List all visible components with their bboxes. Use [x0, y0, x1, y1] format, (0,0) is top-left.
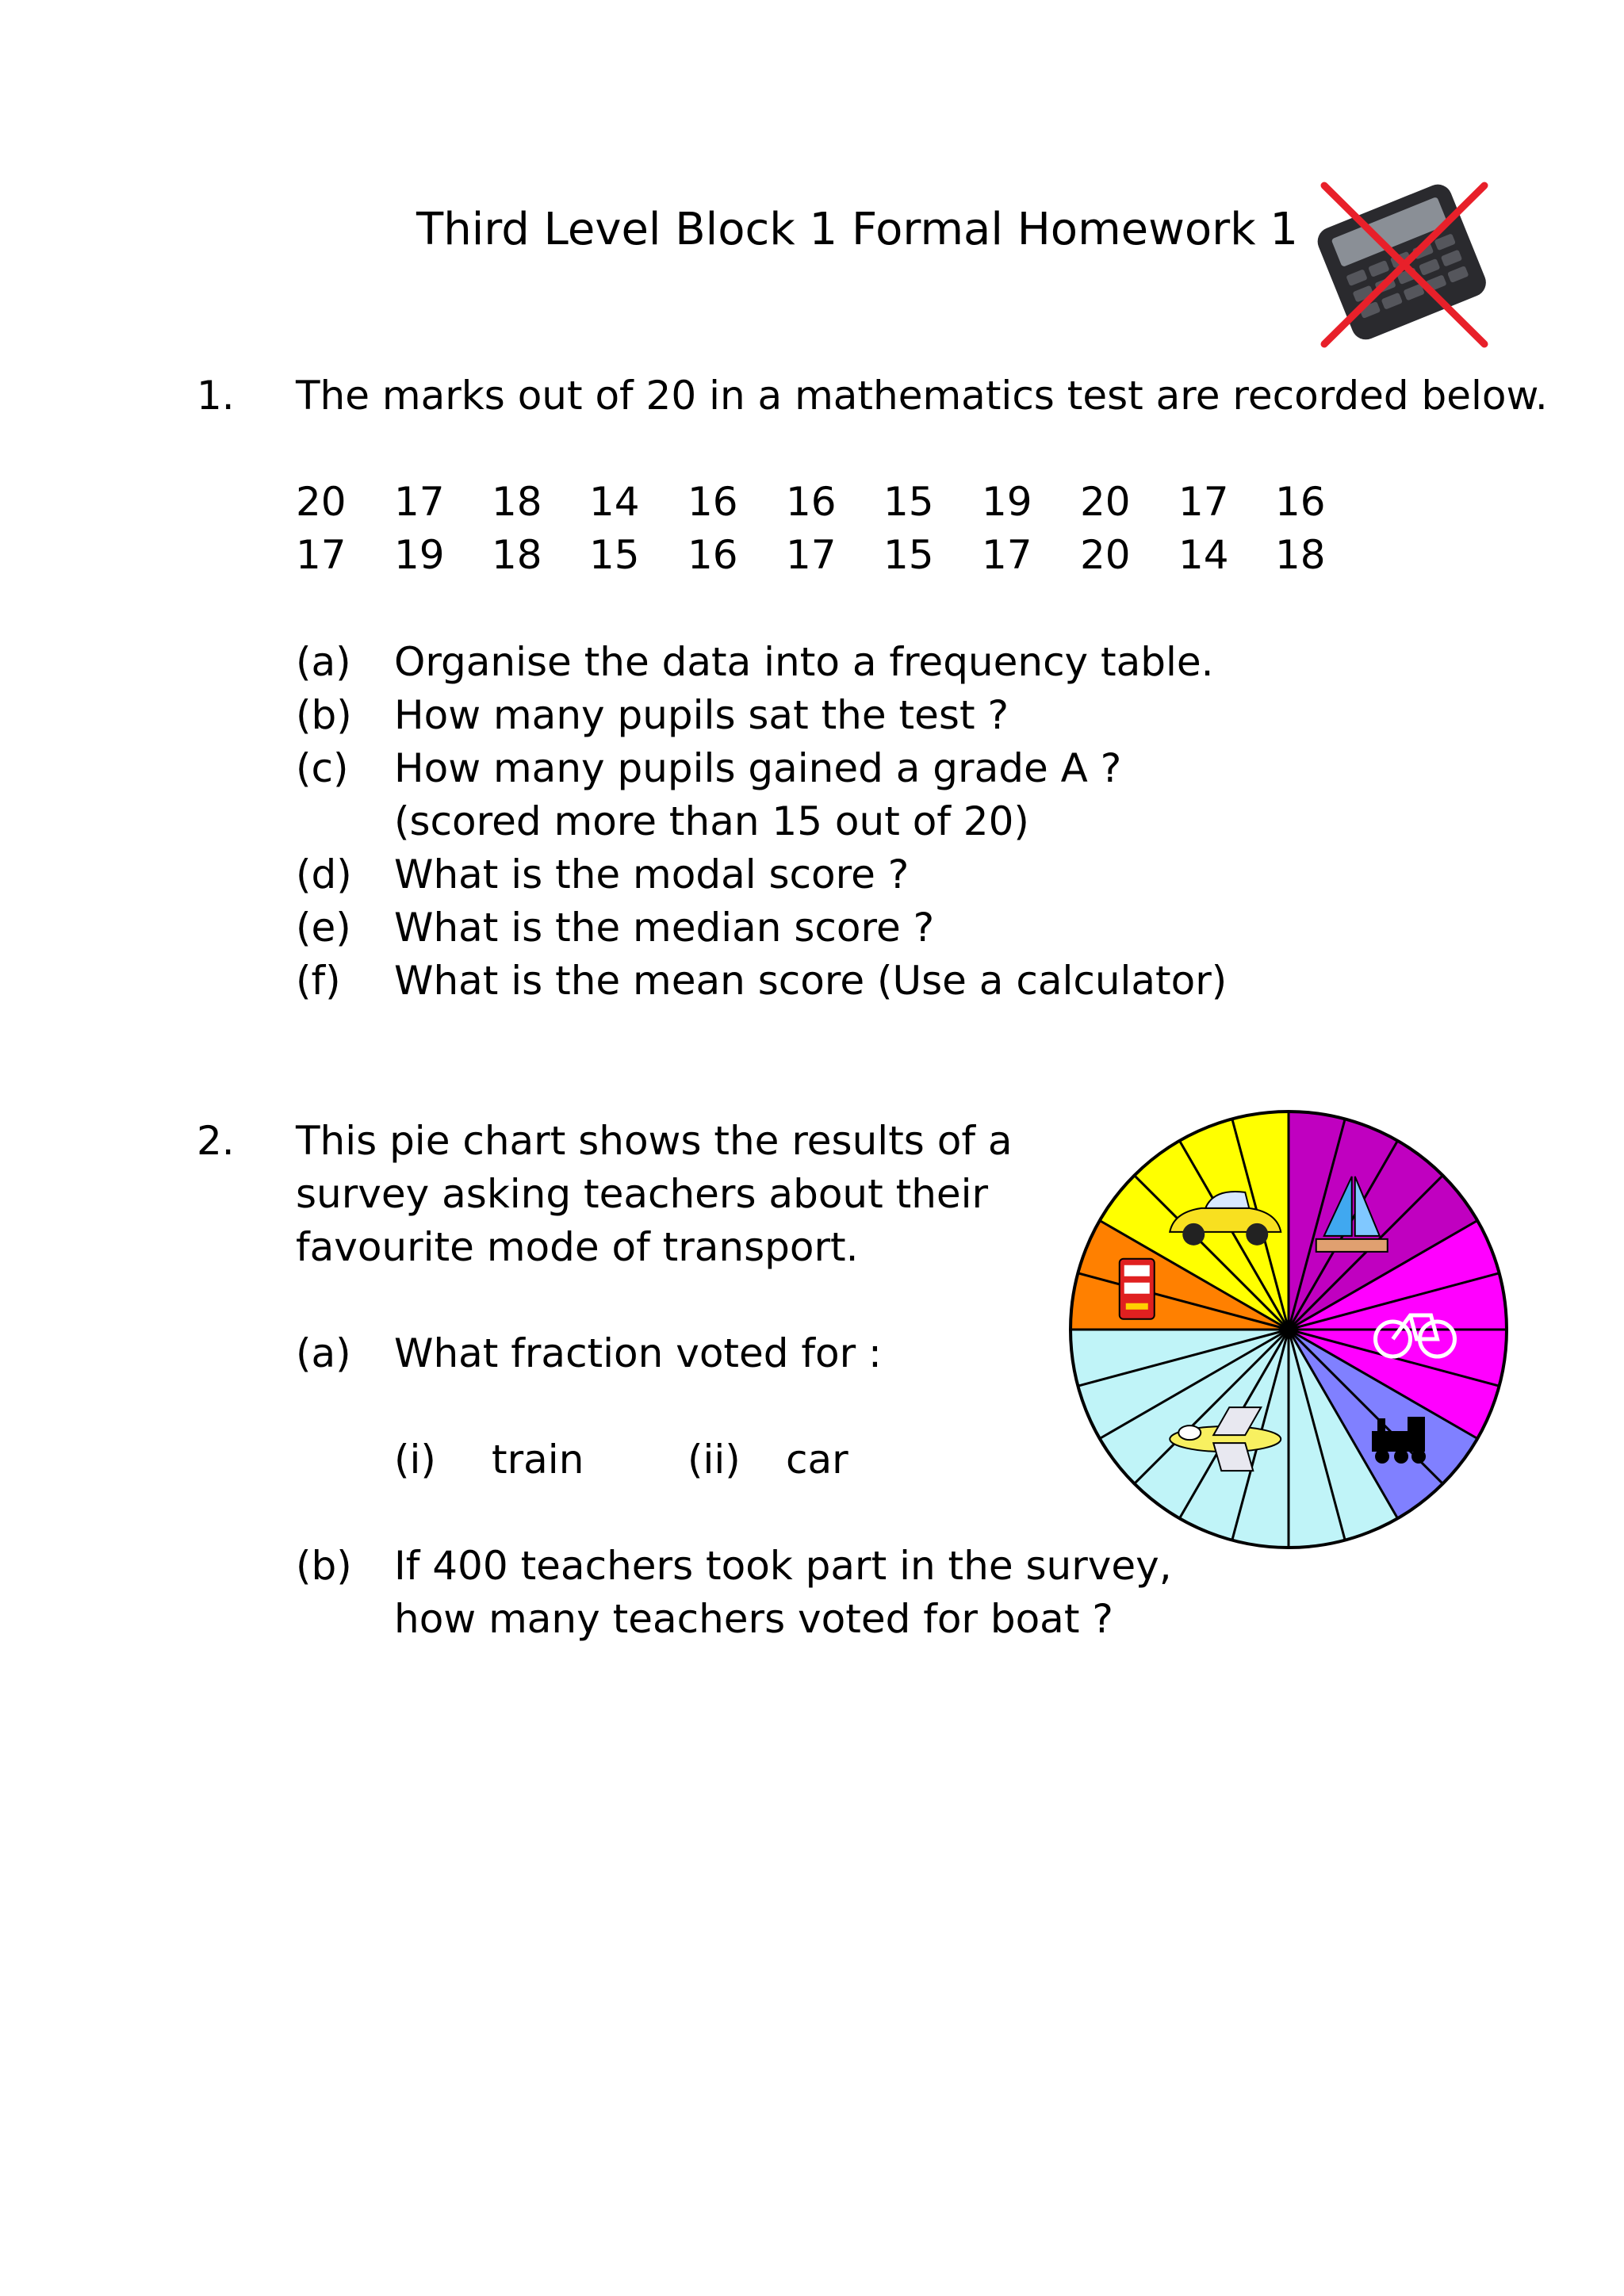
q1-data-value: 17	[982, 532, 1032, 578]
q2-part-b-line: how many teachers voted for boat ?	[394, 1596, 1113, 1642]
q1-data-value: 20	[1080, 479, 1131, 525]
q1-data-value: 14	[589, 479, 640, 525]
q1-data-value: 17	[394, 479, 445, 525]
q2-part-b-line: If 400 teachers took part in the survey,	[394, 1543, 1172, 1589]
q1-part-e-label: (e)	[296, 905, 351, 951]
q1-data-value: 16	[688, 532, 738, 578]
q1-data-value: 17	[296, 532, 347, 578]
q1-data-value: 16	[786, 479, 837, 525]
q2-intro-line: survey asking teachers about their	[296, 1171, 989, 1217]
q1-data-value: 15	[883, 479, 934, 525]
transport-pie-chart	[1063, 1104, 1515, 1556]
q1-number: 1.	[197, 373, 235, 419]
q2-sub-ii-text: car	[786, 1437, 848, 1483]
q2-number: 2.	[197, 1118, 235, 1164]
q1-part-c-label: (c)	[296, 745, 349, 791]
q1-part-d-text: What is the modal score ?	[394, 851, 910, 897]
q1-part-b-text: How many pupils sat the test ?	[394, 692, 1009, 738]
q2-part-a-text: What fraction voted for :	[394, 1330, 882, 1376]
q1-part-f-label: (f)	[296, 958, 341, 1004]
q2-sub-i-text: train	[492, 1437, 584, 1483]
q1-data-value: 15	[883, 532, 934, 578]
q1-part-c-text: How many pupils gained a grade A ?	[394, 745, 1122, 791]
q1-data-value: 17	[1178, 479, 1229, 525]
q1-data-value: 18	[1275, 532, 1326, 578]
q2-part-b-label: (b)	[296, 1543, 352, 1589]
q1-part-a-text: Organise the data into a frequency table.	[394, 639, 1214, 685]
q1-data-value: 19	[394, 532, 445, 578]
q2-sub-i-label: (i)	[394, 1437, 436, 1483]
bus-icon	[1120, 1259, 1155, 1319]
q2-sub-ii-label: (ii)	[688, 1437, 741, 1483]
q1-data-value: 17	[786, 532, 837, 578]
q1-part-d-label: (d)	[296, 851, 352, 897]
q1-data-value: 20	[296, 479, 347, 525]
q1-part-b-label: (b)	[296, 692, 352, 738]
calculator-crossed-out-icon	[1300, 176, 1499, 358]
q1-data-value: 20	[1080, 532, 1131, 578]
q2-part-a-label: (a)	[296, 1330, 351, 1376]
q1-data-value: 19	[982, 479, 1032, 525]
q1-data-value: 18	[492, 532, 542, 578]
q1-data-value: 14	[1178, 532, 1229, 578]
q1-data-value: 16	[688, 479, 738, 525]
q1-part-c-note: (scored more than 15 out of 20)	[394, 798, 1029, 844]
q2-intro-line: This pie chart shows the results of a	[296, 1118, 1013, 1164]
q1-part-e-text: What is the median score ?	[394, 905, 935, 951]
page-title: Third Level Block 1 Formal Homework 1	[416, 204, 1299, 255]
q1-part-a-label: (a)	[296, 639, 351, 685]
q1-part-f-text: What is the mean score (Use a calculator)	[394, 958, 1228, 1004]
q1-data-value: 15	[589, 532, 640, 578]
q1-data-value: 18	[492, 479, 542, 525]
q1-data-value: 16	[1275, 479, 1326, 525]
q2-intro-line: favourite mode of transport.	[296, 1224, 859, 1270]
q1-intro: The marks out of 20 in a mathematics test are recorded below.	[296, 373, 1548, 419]
